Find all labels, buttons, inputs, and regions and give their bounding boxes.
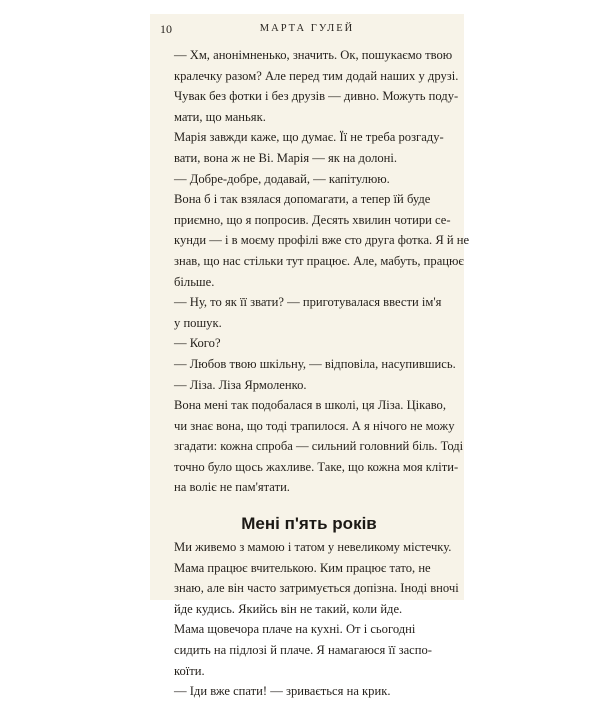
text-line: — Іди вже спати! — зривається на крик. xyxy=(174,684,391,699)
text-line: Марія завжди каже, що думає. Її не треба розгаду- xyxy=(174,130,444,145)
paragraph xyxy=(160,127,458,168)
chapter-heading: Мені п'ять років xyxy=(241,514,377,534)
text-line: сидить на підлозі й плаче. Я намагаюся її заспо- xyxy=(174,643,432,658)
paragraph xyxy=(160,681,458,702)
text-line: — Добре-добре, додавай, — капітулюю. xyxy=(174,171,390,186)
text-line: — Ліза. Ліза Ярмоленко. xyxy=(174,377,307,392)
section-chapter xyxy=(160,537,458,702)
text-line: Вона мені так подобалася в школі, ця Ліза. Цікаво, xyxy=(174,398,447,413)
text-line: мати, що маньяк. xyxy=(174,109,266,124)
text-line: — Кого? xyxy=(174,336,221,351)
text-line: чи знає вона, що тоді трапилося. А я нічого не можу xyxy=(174,418,455,433)
paragraph xyxy=(160,45,458,127)
paragraph xyxy=(160,395,464,498)
paragraph xyxy=(160,375,458,396)
body-text xyxy=(160,45,470,702)
text-line: вати, вона ж не Ві. Марія — як на долоні. xyxy=(174,150,398,165)
paragraph xyxy=(160,619,458,681)
text-line: на волiє не пам'ятати. xyxy=(174,480,290,495)
paragraph xyxy=(160,354,458,375)
page-number: 10 xyxy=(160,22,172,36)
text-line: більше. xyxy=(174,274,215,289)
text-line: Вона б і так взялася допомагати, а тепер їй буде xyxy=(174,192,431,207)
book-author: МАРТА ГУЛЕЙ xyxy=(259,23,355,34)
running-head xyxy=(150,14,464,36)
text-line: точно було щось жахливе. Таке, що кожна моя клiти- xyxy=(174,459,459,474)
text-line: у пошук. xyxy=(174,315,222,330)
text-line: згадати: кожна спроба — сильний головний біль. Тоді xyxy=(174,439,464,454)
text-line: приємно, що я попросив. Десять хвилин чотири се- xyxy=(174,212,451,227)
paragraph xyxy=(160,292,458,333)
text-line: кунди — і в моєму профілі вже сто друга фотка. Я й не xyxy=(174,233,470,248)
text-line: Мама працює вчителькою. Ким працює тато, не xyxy=(174,560,431,575)
text-line: — Ну, то як її звати? — приготувалася ввести ім'я xyxy=(174,295,442,310)
paragraph xyxy=(160,333,458,354)
paragraph xyxy=(160,537,458,619)
text-line: знаю, але він часто затримується допізна. Іноді вночі xyxy=(174,581,459,596)
text-line: Чувак без фотки і без друзів — дивно. Можуть поду- xyxy=(174,89,459,104)
text-line: йде кудись. Якийсь він не такий, коли йде. xyxy=(174,601,403,616)
text-line: Ми живемо з мамою і татом у невеликому містечку. xyxy=(174,540,452,555)
text-line: Мама щовечора плаче на кухні. От і сьогодні xyxy=(174,622,416,637)
book-page xyxy=(150,14,470,699)
text-line: кралечку разом? Але перед тим додай наших у друзі. xyxy=(174,68,459,83)
text-line: — Любов твою шкільну, — відповіла, насупившись. xyxy=(174,356,456,371)
text-line: — Хм, анонімненько, значить. Ок, пошукаємо твою xyxy=(174,48,453,62)
text-line: коїти. xyxy=(174,663,205,678)
paragraph xyxy=(160,169,458,190)
section-previous xyxy=(160,45,470,498)
paragraph xyxy=(160,189,470,292)
text-line: знав, що нас стільки тут працює. Але, мабуть, працює xyxy=(174,253,464,268)
